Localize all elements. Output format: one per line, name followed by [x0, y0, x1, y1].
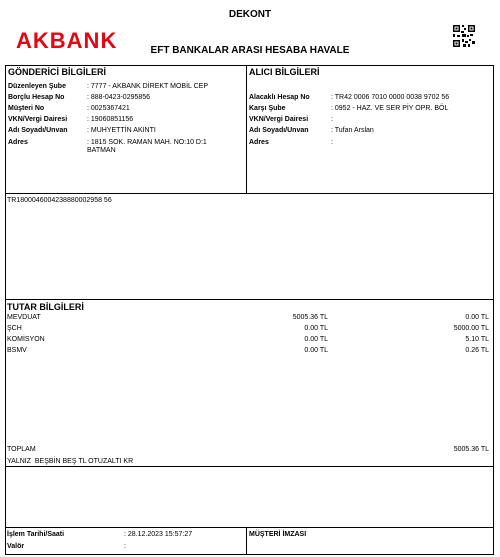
amount-in-words: YALNIZ BEŞBİN BEŞ TL OTUZALTI KR [7, 458, 134, 465]
transaction-reference: TR1800046004238880002958 56 [7, 197, 112, 204]
amount-row-value: 0.00 TL [304, 347, 328, 354]
amount-section-title: TUTAR BİLGİLERİ [7, 302, 84, 312]
total-label: TOPLAM [7, 446, 36, 453]
receiver-section-title: ALICI BİLGİLERİ [249, 67, 320, 77]
bank-logo: AKBANK [16, 28, 118, 53]
amount-row-label: KOMİSYON [7, 336, 45, 343]
sender-address-value: : 1815 SOK. RAMAN MAH. NO:10 D:1 BATMAN [87, 139, 207, 154]
qr-code-icon [452, 24, 476, 48]
divider [5, 193, 494, 194]
receiver-name-value: : Tufan Arslan [331, 127, 374, 134]
sender-address-label: Adres [8, 139, 28, 146]
amount-row-value: 0.00 TL [304, 325, 328, 332]
sender-account-label: Borçlu Hesap No [8, 94, 65, 101]
sender-branch-label: Düzenleyen Şube [8, 83, 66, 90]
column-divider [246, 65, 247, 193]
amount-row-label: MEVDUAT [7, 314, 41, 321]
amount-row-label: BSMV [7, 347, 27, 354]
divider [5, 527, 494, 528]
customer-no-label: Müşteri No [8, 105, 45, 112]
amount-row-value: 0.00 TL [465, 314, 489, 321]
value-date-value: : [124, 543, 126, 550]
transaction-date-value: : 28.12.2023 15:57:27 [124, 531, 193, 538]
receiver-name-label: Adı Soyadı/Unvan [249, 127, 309, 134]
sender-account-value: : 888-0423-0295856 [87, 94, 151, 101]
sender-section-title: GÖNDERİCİ BİLGİLERİ [8, 67, 107, 77]
amount-row-label: ŞCH [7, 325, 22, 332]
receiver-account-value: : TR42 0006 7010 0000 0038 9702 56 [331, 94, 450, 101]
amount-row-value: 0.00 TL [304, 336, 328, 343]
document-type: DEKONT [228, 9, 272, 20]
sender-tax-label: VKN/Vergi Dairesi [8, 116, 68, 123]
sender-branch-value: : 7777 - AKBANK DİREKT MOBİL CEP [87, 83, 208, 90]
total-value: 5005.36 TL [453, 446, 489, 453]
value-date-label: Valör [7, 543, 25, 550]
sender-name-label: Adı Soyadı/Unvan [8, 127, 68, 134]
receiver-tax-label: VKN/Vergi Dairesi [249, 116, 309, 123]
amount-row-value: 5000.00 TL [453, 325, 489, 332]
sender-tax-value: : 19060851156 [87, 116, 134, 123]
amount-row-value: 0.26 TL [465, 347, 489, 354]
transaction-date-label: İşlem Tarihi/Saati [7, 531, 65, 538]
receiver-account-label: Alacaklı Hesap No [249, 94, 310, 101]
column-divider [246, 527, 247, 555]
sender-name-value: : MUHYETTİN AKINTI [87, 127, 156, 134]
document-subtitle: EFT BANKALAR ARASI HESABA HAVALE [150, 45, 350, 56]
amount-row-value: 5005.36 TL [292, 314, 328, 321]
divider [5, 466, 494, 467]
receiver-tax-value: : [331, 116, 333, 123]
divider [5, 299, 494, 300]
amount-row-value: 5.10 TL [465, 336, 489, 343]
signature-title: MÜŞTERİ İMZASI [249, 531, 307, 538]
receiver-address-label: Adres [249, 139, 269, 146]
receiver-branch-label: Karşı Şube [249, 105, 286, 112]
customer-no-value: : 0025367421 [87, 105, 130, 112]
receiver-branch-value: : 0952 - HAZ. VE SER PİY OPR. BÖL [331, 105, 449, 112]
receiver-address-value: : [331, 139, 333, 146]
